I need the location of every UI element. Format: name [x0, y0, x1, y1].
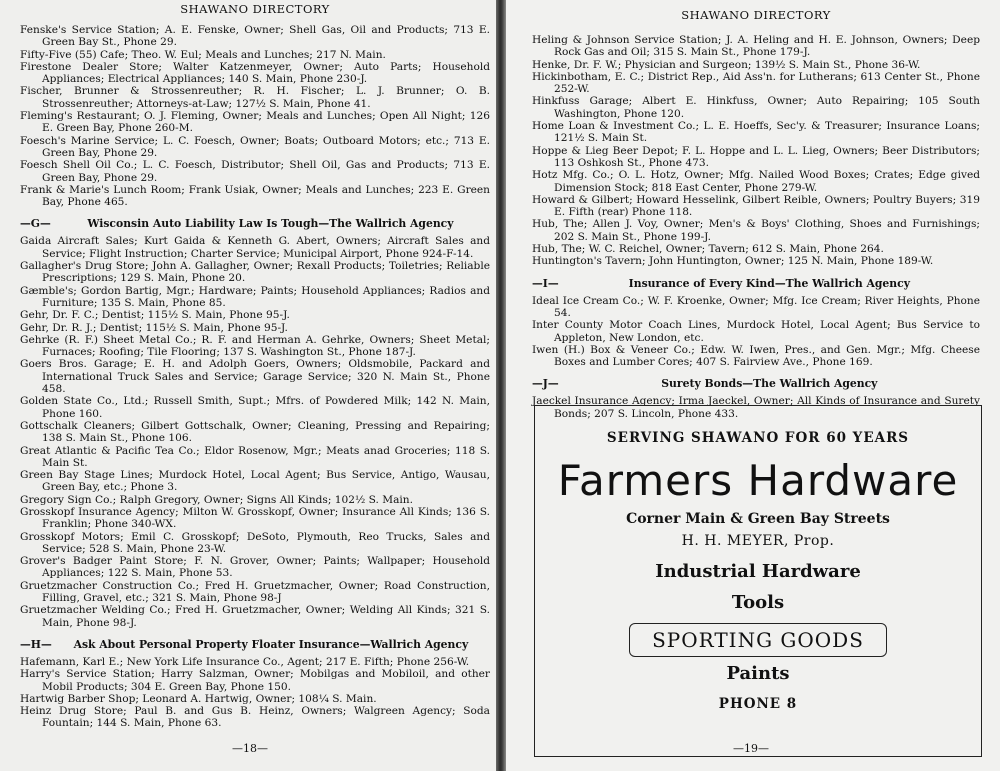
section-slogan: Insurance of Every Kind—The Wallrich Agency — [628, 276, 910, 290]
advertisement-box — [534, 405, 982, 757]
directory-entry: Home Loan & Investment Co.; L. E. Hoeffs, Sec'y. & Treasurer; Insurance Loans; 121½ S. Main St. — [532, 120, 980, 145]
section-heading-h — [20, 638, 490, 651]
ad-line-paints: Paints — [726, 663, 790, 684]
ad-business-name: Farmers Hardware — [557, 456, 959, 505]
directory-entry: Iwen (H.) Box & Veneer Co.; Edw. W. Iwen, Pres., and Gen. Mgr.; Mfg. Cheese Boxes and Lumber Cores; 407 S. Fairview Ave., Phone 169. — [532, 343, 980, 369]
ad-tagline: SERVING SHAWANO FOR 60 YEARS — [606, 430, 910, 446]
directory-entry: Gehr, Dr. F. C.; Dentist; 115½ S. Main, Phone 95-J. — [20, 309, 290, 322]
directory-entry: Inter County Motor Coach Lines, Murdock Hotel, Local Agent; Bus Service to Appleton, New London, etc. — [532, 319, 980, 344]
directory-entry: Golden State Co., Ltd.; Russell Smith, Supt.; Mfrs. of Powdered Milk; 142 N. Main, Phone 160. — [20, 395, 490, 420]
ad-line-industrial: Industrial Hardware — [655, 561, 861, 582]
book-gutter — [496, 0, 506, 771]
directory-entry: Goers Bros. Garage; E. H. and Adolph Goers, Owners; Oldsmobile, Packard and International Truck Sales and Service; Garage Service; 320 N. Main St., Phone 458. — [20, 358, 490, 396]
directory-entry: Hinkfuss Garage; Albert E. Hinkfuss, Owner; Auto Repairing; 105 South Washington, Phone 120. — [532, 95, 980, 120]
directory-entry: Fenske's Service Station; A. E. Fenske, Owner; Shell Gas, Oil and Products; 713 E. Green Bay St., Phone 29. — [20, 24, 490, 49]
directory-entry: Gruetzmacher Construction Co.; Fred H. Gruetzmacher, Owner; Road Construction, Filling, Gravel, etc.; 321 S. Main, Phone 98-J — [20, 579, 490, 605]
entries-h — [20, 656, 490, 730]
section-heading-j — [532, 377, 980, 390]
page-number: —19— — [733, 742, 769, 755]
directory-entry: Howard & Gilbert; Howard Hesselink, Gilbert Reible, Owners; Poultry Buyers; 319 E. Fifth (rear) Phone 118. — [532, 193, 980, 219]
directory-entry: Huntington's Tavern; John Huntington, Owner; 125 N. Main, Phone 189-W. — [532, 255, 934, 268]
section-letter: —G— — [20, 217, 51, 231]
directory-entry: Fifty-Five (55) Cafe; Theo. W. Eul; Meals and Lunches; 217 N. Main. — [20, 48, 386, 61]
ad-phone: PHONE 8 — [718, 696, 798, 712]
entries-h-continued — [532, 34, 980, 268]
directory-entry: Hub, The; Allen J. Voy, Owner; Men's & Boys' Clothing, Shoes and Furnishings; 202 S. Main St., Phone 199-J. — [532, 218, 980, 243]
directory-entry: Hoppe & Lieg Beer Depot; F. L. Hoppe and L. L. Lieg, Owners; Beer Distributors; 113 Oshkosh St., Phone 473. — [532, 144, 980, 169]
directory-entry: Gaida Aircraft Sales; Kurt Gaida & Kenneth G. Abert, Owners; Aircraft Sales and Service; Flight Instruction; Charter Service; Municipal Airport, Phone 924-F-14. — [20, 235, 490, 260]
directory-entry: Heling & Johnson Service Station; J. A. Heling and H. E. Johnson, Owners; Deep Rock Gas and Oil; 315 S. Main St., Phone 179-J. — [532, 34, 980, 59]
directory-entry: Foesch's Marine Service; L. C. Foesch, Owner; Boats; Outboard Motors; etc.; 713 E. Green Bay, Phone 29. — [20, 134, 490, 159]
directory-entry: Harry's Service Station; Harry Salzman, Owner; Mobilgas and Mobiloil, and other Mobil Products; 304 E. Green Bay, Phone 150. — [20, 668, 490, 693]
directory-entry: Heinz Drug Store; Paul B. and Gus B. Heinz, Owners; Walgreen Agency; Soda Fountain; 144 S. Main, Phone 63. — [20, 705, 490, 730]
entries-f — [20, 24, 490, 208]
directory-entry: Gæmble's; Gordon Bartig, Mgr.; Hardware; Paints; Household Appliances; Radios and Furniture; 135 S. Main, Phone 85. — [20, 284, 490, 309]
directory-entry: Hotz Mfg. Co.; O. L. Hotz, Owner; Mfg. Nailed Wood Boxes; Crates; Edge gived Dimension Stock; 818 East Center, Phone 279-W. — [532, 169, 980, 194]
directory-entry: Gehrke (R. F.) Sheet Metal Co.; R. F. and Herman A. Gehrke, Owners; Sheet Metal; Furnaces; Roofing; Tile Flooring; 137 S. Washington St., Phone 187-J. — [20, 333, 490, 359]
directory-entry: Grosskopf Insurance Agency; Milton W. Grosskopf, Owner; Insurance All Kinds; 136 S. Franklin; Phone 340-WX. — [20, 505, 490, 531]
directory-entry: Frank & Marie's Lunch Room; Frank Usiak, Owner; Meals and Lunches; 223 E. Green Bay, Phone 465. — [20, 183, 490, 209]
section-heading-g — [20, 217, 490, 230]
directory-entry: Hub, The; W. C. Reichel, Owner; Tavern; 612 S. Main, Phone 264. — [532, 243, 884, 256]
directory-entry: Gehr, Dr. R. J.; Dentist; 115½ S. Main, Phone 95-J. — [20, 321, 288, 334]
directory-entry: Gottschalk Cleaners; Gilbert Gottschalk, Owner; Cleaning, Pressing and Repairing; 138 S. Main St., Phone 106. — [20, 419, 490, 445]
section-letter: —J— — [532, 377, 559, 391]
ad-address: Corner Main & Green Bay Streets — [626, 511, 890, 527]
directory-entry: Hartwig Barber Shop; Leonard A. Hartwig, Owner; 108¼ S. Main. — [20, 692, 377, 705]
directory-entry: Gruetzmacher Welding Co.; Fred H. Gruetzmacher, Owner; Welding All Kinds; 321 S. Main, Phone 98-J. — [20, 604, 490, 629]
directory-entry: Fischer, Brunner & Strossenreuther; R. H. Fischer; L. J. Brunner; O. B. Strossenreuther; Attorneys-at-Law; 127½ S. Main, Phone 41. — [20, 85, 490, 110]
directory-entry: Green Bay Stage Lines; Murdock Hotel, Local Agent; Bus Service, Antigo, Wausau, Green Bay, etc.; Phone 3. — [20, 469, 490, 494]
entries-i — [532, 295, 980, 369]
section-letter: —H— — [20, 637, 52, 651]
running-head: SHAWANO DIRECTORY — [681, 8, 831, 22]
ad-line-tools: Tools — [731, 592, 785, 613]
directory-entry: Firestone Dealer Store; Walter Katzenmeyer, Owner; Auto Parts; Household Appliances; Electrical Appliances; 140 S. Main, Phone 230-J. — [20, 60, 490, 86]
section-slogan: Surety Bonds—The Wallrich Agency — [661, 377, 878, 391]
directory-entry: Hafemann, Karl E.; New York Life Insurance Co., Agent; 217 E. Fifth; Phone 256-W. — [20, 655, 470, 668]
directory-entry: Grosskopf Motors; Emil C. Grosskopf; DeSoto, Plymouth, Reo Trucks, Sales and Service; 528 S. Main, Phone 23-W. — [20, 530, 490, 555]
section-slogan: Ask About Personal Property Floater Insurance—Wallrich Agency — [73, 637, 469, 651]
section-heading-i — [532, 277, 980, 290]
directory-entry: Ideal Ice Cream Co.; W. F. Kroenke, Owner; Mfg. Ice Cream; River Heights, Phone 54. — [532, 294, 980, 319]
section-slogan: Wisconsin Auto Liability Law Is Tough—The Wallrich Agency — [87, 217, 454, 231]
directory-entry: Gallagher's Drug Store; John A. Gallagher, Owner; Rexall Products; Toiletries; Reliable Prescriptions; 129 S. Main, Phone 20. — [20, 260, 490, 285]
directory-entry: Henke, Dr. F. W.; Physician and Surgeon; 139½ S. Main St., Phone 36-W. — [532, 58, 921, 71]
section-letter: —I— — [532, 276, 559, 290]
directory-entry: Foesch Shell Oil Co.; L. C. Foesch, Distributor; Shell Oil, Gas and Products; 713 E. Green Bay, Phone 29. — [20, 159, 490, 184]
ad-sporting-goods-box: SPORTING GOODS — [629, 623, 887, 657]
directory-entry: Gregory Sign Co.; Ralph Gregory, Owner; Signs All Kinds; 102½ S. Main. — [20, 493, 414, 506]
page-number: —18— — [232, 742, 268, 755]
ad-proprietor: H. H. MEYER, Prop. — [681, 533, 835, 549]
directory-entry: Great Atlantic & Pacific Tea Co.; Eldor Rosenow, Mgr.; Meats anad Groceries; 118 S. Main St. — [20, 444, 490, 469]
directory-entry: Fleming's Restaurant; O. J. Fleming, Owner; Meals and Lunches; Open All Night; 126 E. Green Bay, Phone 260-M. — [20, 110, 490, 135]
directory-entry: Jaeckel Insurance Agency; Irma Jaeckel, Owner; All Kinds of Insurance and Surety Bonds; 207 S. Lincoln, Phone 433. — [532, 395, 980, 420]
directory-entry: Hickinbotham, E. C.; District Rep., Aid Ass'n. for Lutherans; 613 Center St., Phone 252-W. — [532, 70, 980, 96]
running-head: SHAWANO DIRECTORY — [180, 2, 330, 16]
directory-entry: Grover's Badger Paint Store; F. N. Grover, Owner; Paints; Wallpaper; Household Appliances; 122 S. Main, Phone 53. — [20, 555, 490, 580]
entries-g — [20, 235, 490, 629]
